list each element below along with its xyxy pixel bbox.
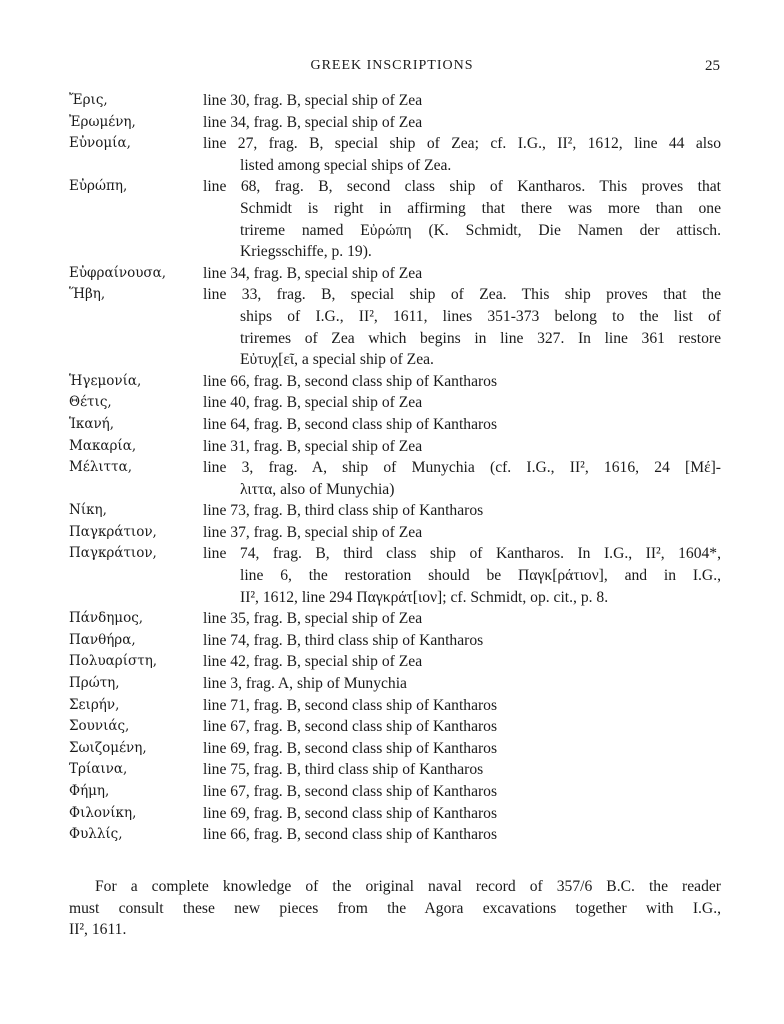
- ship-entry: [69, 392, 721, 414]
- description-line: line 34, frag. B, special ship of Zea: [203, 113, 423, 131]
- description-line: λιττα, also of Munychia): [240, 480, 395, 498]
- description-line: line 73, frag. B, third class ship of Kantharos: [203, 502, 484, 520]
- ship-entry: [69, 716, 721, 738]
- ship-description: [203, 112, 721, 134]
- ship-description: [203, 371, 721, 393]
- description-line: trireme named Εὐρώπη (K. Schmidt, Die Namen der attisch.: [240, 221, 721, 239]
- ship-name: Σωιζομένη,: [69, 739, 147, 756]
- ship-name: Νίκη,: [69, 502, 107, 519]
- ship-description: [203, 673, 721, 695]
- ship-description: [203, 436, 721, 458]
- ship-description: [203, 284, 721, 370]
- description-line: line 42, frag. B, special ship of Zea: [203, 653, 423, 671]
- paragraph-line: II², 1611.: [69, 921, 127, 939]
- description-line: line 74, frag. B, third class ship of Kantharos: [203, 631, 484, 649]
- ship-entry: [69, 371, 721, 393]
- paragraph-line: must consult these new pieces from the Agora excavations together with I.G.,: [69, 899, 721, 917]
- description-line: Εὐτυχ[εῖ, a special ship of Zea.: [240, 351, 434, 369]
- description-line: line 74, frag. B, third class ship of Kantharos. In I.G., II², 1604*,: [203, 545, 721, 563]
- description-line: line 64, frag. B, second class ship of Kantharos: [203, 415, 498, 433]
- description-line: line 40, frag. B, special ship of Zea: [203, 394, 423, 412]
- description-line: line 69, frag. B, second class ship of Kantharos: [203, 739, 498, 757]
- closing-paragraph: [69, 876, 721, 941]
- ship-name: Φιλονίκη,: [69, 804, 137, 821]
- ship-name: Πολυαρίστη,: [69, 653, 158, 670]
- ship-entry: [69, 824, 721, 846]
- description-line: Schmidt is right in affirming that there was more than one: [240, 199, 721, 217]
- ship-description: [203, 695, 721, 717]
- description-line: line 35, frag. B, special ship of Zea: [203, 610, 423, 628]
- ship-name: Ἡγεμονία,: [69, 372, 142, 389]
- ship-name: Θέτις,: [69, 394, 112, 411]
- ship-description: [203, 781, 721, 803]
- description-line: line 69, frag. B, second class ship of Kantharos: [203, 804, 498, 822]
- ship-entry: [69, 630, 721, 652]
- description-line: line 67, frag. B, second class ship of Kantharos: [203, 718, 498, 736]
- ship-name: Φυλλίς,: [69, 826, 123, 843]
- ship-name: Μέλιττα,: [69, 459, 133, 476]
- ship-entry: [69, 803, 721, 825]
- ship-description: [203, 651, 721, 673]
- ship-name: Φήμη,: [69, 783, 110, 799]
- ship-name: Εὐνομία,: [69, 135, 131, 152]
- ship-description: [203, 630, 721, 652]
- ship-name: Παγκράτιον,: [69, 523, 157, 540]
- description-line: line 30, frag. B, special ship of Zea: [203, 92, 423, 109]
- description-line: II², 1612, line 294 Παγκράτ[ιον]; cf. Schmidt, op. cit., p. 8.: [240, 588, 609, 606]
- ship-description: [203, 824, 721, 846]
- description-line: line 3, frag. A, ship of Munychia: [203, 675, 407, 693]
- ship-entry: [69, 651, 721, 673]
- ship-name: Παγκράτιον,: [69, 545, 157, 562]
- ship-name-list: [69, 90, 721, 846]
- ship-name: Ἔρις,: [69, 92, 108, 108]
- description-line: listed among special ships of Zea.: [240, 156, 452, 174]
- description-line: line 66, frag. B, second class ship of Kantharos: [203, 826, 498, 844]
- ship-entry: [69, 781, 721, 803]
- ship-entry: [69, 112, 721, 134]
- ship-name: Σειρήν,: [69, 696, 120, 713]
- ship-entry: [69, 414, 721, 436]
- ship-name: Τρίαινα,: [69, 761, 128, 778]
- description-line: line 68, frag. B, second class ship of Kantharos. This proves that: [203, 178, 721, 196]
- description-line: line 6, the restoration should be Παγκ[ράτιον], and in I.G.,: [240, 567, 721, 585]
- description-line: line 67, frag. B, second class ship of Kantharos: [203, 783, 498, 800]
- description-line: triremes of Zea which begins in line 327. In line 361 restore: [240, 329, 721, 347]
- ship-name: Εὐφραίνουσα,: [69, 264, 167, 281]
- ship-description: [203, 133, 721, 176]
- ship-entry: [69, 543, 721, 608]
- ship-entry: [69, 176, 721, 262]
- ship-name: Ἐρωμένη,: [69, 113, 136, 130]
- ship-description: [203, 176, 721, 262]
- running-head: GREEK INSCRIPTIONS: [310, 58, 474, 73]
- ship-description: [203, 500, 721, 522]
- description-line: line 27, frag. B, special ship of Zea; cf. I.G., II², 1612, line 44 also: [203, 135, 721, 153]
- ship-name: Εὐρώπη,: [69, 178, 128, 195]
- description-line: line 71, frag. B, second class ship of Kantharos: [203, 696, 498, 714]
- ship-description: [203, 759, 721, 781]
- ship-name: Ἥβη,: [69, 286, 106, 303]
- page-number: 25: [705, 58, 720, 74]
- ship-description: [203, 414, 721, 436]
- ship-description: [203, 457, 721, 500]
- paragraph-line: For a complete knowledge of the original naval record of 357/6 B.C. the reader: [95, 878, 721, 895]
- description-line: ships of I.G., II², 1611, lines 351-373 belong to the list of: [240, 307, 721, 325]
- page-header: [0, 58, 784, 78]
- ship-entry: [69, 133, 721, 176]
- description-line: line 3, frag. A, ship of Munychia (cf. I.G., II², 1616, 24 [Μέ]-: [203, 459, 721, 477]
- ship-description: [203, 522, 721, 544]
- ship-entry: [69, 284, 721, 370]
- ship-description: [203, 392, 721, 414]
- ship-description: [203, 803, 721, 825]
- ship-entry: [69, 457, 721, 500]
- description-line: line 75, frag. B, third class ship of Kantharos: [203, 761, 484, 779]
- ship-entry: [69, 695, 721, 717]
- ship-entry: [69, 522, 721, 544]
- description-line: line 33, frag. B, special ship of Zea. This ship proves that the: [203, 286, 721, 304]
- ship-name: Μακαρία,: [69, 437, 137, 454]
- ship-description: [203, 263, 721, 285]
- ship-entry: [69, 608, 721, 630]
- ship-description: [203, 90, 721, 112]
- ship-entry: [69, 759, 721, 781]
- description-line: line 37, frag. B, special ship of Zea: [203, 523, 423, 541]
- description-line: line 31, frag. B, special ship of Zea: [203, 437, 423, 455]
- description-line: Kriegsschiffe, p. 19).: [240, 243, 372, 261]
- ship-name: Πάνδημος,: [69, 610, 144, 627]
- ship-description: [203, 543, 721, 608]
- ship-entry: [69, 738, 721, 760]
- ship-name: Σουνιάς,: [69, 718, 130, 735]
- ship-entry: [69, 263, 721, 285]
- ship-entry: [69, 673, 721, 695]
- ship-entry: [69, 90, 721, 112]
- ship-entry: [69, 500, 721, 522]
- description-line: line 66, frag. B, second class ship of Kantharos: [203, 372, 498, 390]
- ship-name: Πανθήρα,: [69, 631, 136, 648]
- description-line: line 34, frag. B, special ship of Zea: [203, 264, 423, 282]
- ship-description: [203, 608, 721, 630]
- ship-name: Ἱκανή,: [69, 415, 115, 432]
- ship-description: [203, 738, 721, 760]
- ship-name: Πρώτη,: [69, 675, 120, 692]
- ship-entry: [69, 436, 721, 458]
- ship-description: [203, 716, 721, 738]
